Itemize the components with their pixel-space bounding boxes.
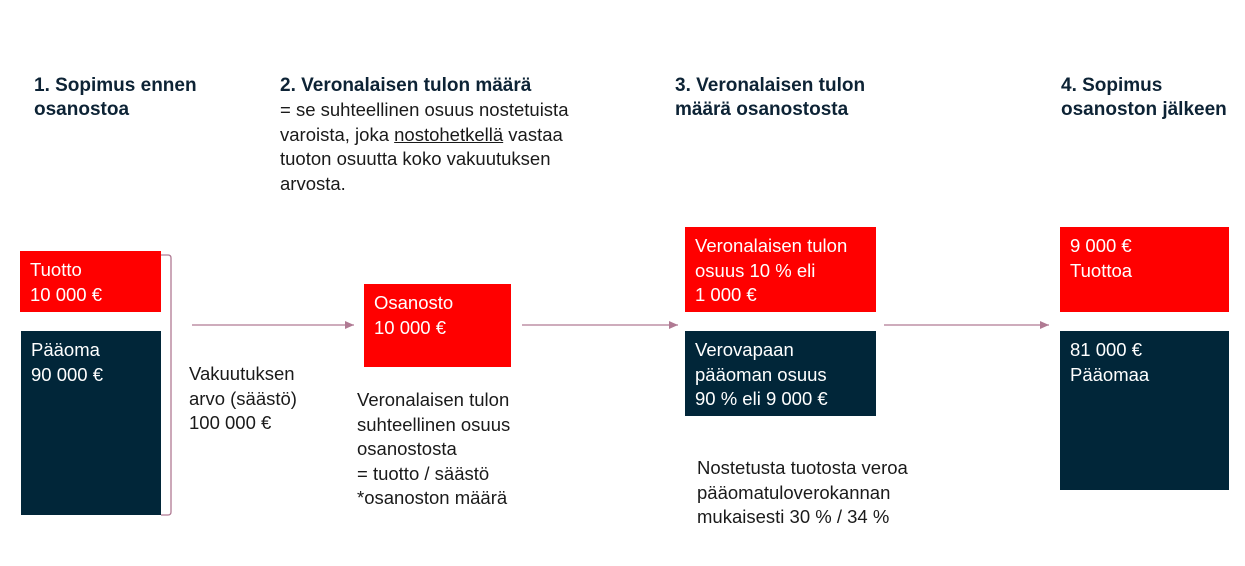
formula-line2: suhteellinen osuus <box>357 413 511 435</box>
step2-desc-line2 <box>280 123 568 148</box>
step1-gain-box <box>20 251 161 312</box>
step2-header <box>280 74 568 196</box>
step2-desc-line1: = se suhteellinen osuus nostetuista <box>280 99 569 120</box>
insurance-value-text <box>189 362 297 436</box>
step1-heading <box>34 74 197 122</box>
taxable-share-line1: Veronalaisen tulon <box>695 235 848 256</box>
taxable-share-line2: osuus 10 % eli <box>695 259 816 281</box>
step1-gain-amount: 10 000 € <box>30 283 103 305</box>
step2-desc-underlined: nostohetkellä <box>394 123 504 145</box>
taxfree-share-line2: pääoman osuus <box>695 363 827 385</box>
withdrawal-amount: 10 000 € <box>374 316 447 338</box>
step2-desc-line2-a: varoista, joka <box>280 123 395 145</box>
insurance-value-line2: arvo (säästö) <box>189 387 297 409</box>
taxable-share-box <box>685 227 876 312</box>
step4-principal-box <box>1060 331 1229 490</box>
step4-principal-amount: 81 000 € <box>1070 339 1143 360</box>
tax-note-line2: pääomatuloverokannan <box>697 481 891 503</box>
step4-heading <box>1061 74 1227 122</box>
value-bracket <box>161 255 171 515</box>
taxfree-share-box <box>685 331 876 416</box>
formula-line1: Veronalaisen tulon <box>357 389 510 410</box>
step3-heading <box>675 74 865 122</box>
step4-gain-box <box>1060 227 1229 312</box>
formula-text <box>357 388 510 511</box>
step2-desc-line4: arvosta. <box>280 172 346 194</box>
step1-principal-box <box>21 331 161 515</box>
formula-line5: *osanoston määrä <box>357 487 508 508</box>
taxfree-share-line1: Verovapaan <box>695 339 794 360</box>
withdrawal-box <box>364 284 511 367</box>
step1-principal-label: Pääoma <box>31 339 100 360</box>
step3-heading-line2: määrä osanostosta <box>675 99 849 120</box>
withdrawal-label: Osanosto <box>374 292 454 313</box>
step1-heading-line1: 1. Sopimus ennen <box>34 75 197 96</box>
step4-gain-amount: 9 000 € <box>1070 235 1132 256</box>
step4-gain-label: Tuottoa <box>1070 259 1133 281</box>
formula-line3: osanostosta <box>357 438 457 459</box>
step4-heading-line2: osanoston jälkeen <box>1061 99 1227 120</box>
step2-description <box>280 98 568 196</box>
step2-desc-line3: tuoton osuutta koko vakuutuksen <box>280 148 551 169</box>
tax-note-text <box>697 456 908 530</box>
step1-gain-label: Tuotto <box>30 259 82 280</box>
step4-heading-line1: 4. Sopimus <box>1061 75 1163 96</box>
tax-note-line3: mukaisesti 30 % / 34 % <box>697 506 890 527</box>
step2-heading: 2. Veronalaisen tulon määrä <box>280 75 532 96</box>
step4-principal-label: Pääomaa <box>1070 363 1150 385</box>
step3-heading-line1: 3. Veronalaisen tulon <box>675 75 866 96</box>
formula-line4: = tuotto / säästö <box>357 462 490 484</box>
tax-note-line1: Nostetusta tuotosta veroa <box>697 457 908 478</box>
step1-heading-line2: osanostoa <box>34 99 130 120</box>
insurance-value-line1: Vakuutuksen <box>189 363 295 384</box>
taxable-share-amount: 1 000 € <box>695 284 757 305</box>
step2-desc-line2-b: vastaa <box>503 123 563 145</box>
step1-principal-amount: 90 000 € <box>31 363 104 385</box>
taxfree-share-amount: 90 % eli 9 000 € <box>695 388 828 409</box>
insurance-value-amount: 100 000 € <box>189 412 272 433</box>
